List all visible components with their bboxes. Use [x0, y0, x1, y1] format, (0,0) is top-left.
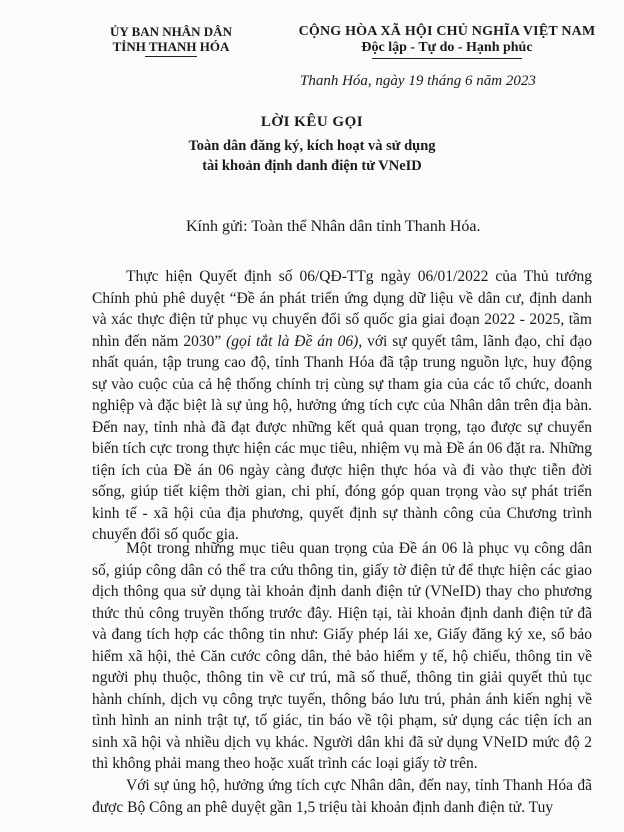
paragraph-3-text: Với sự ủng hộ, hưởng ứng tích cực Nhân dân, đến nay, tỉnh Thanh Hóa đã được Bộ Công an phê duyệt gần 1,5 triệu tài khoản định danh điện tử. Tuy [92, 777, 592, 816]
motto-underline [372, 58, 522, 59]
greeting: Kính gửi: Toàn thể Nhân dân tỉnh Thanh Hóa. [186, 218, 481, 235]
document-subtitle-1: Toàn dân đăng ký, kích hoạt và sử dụng [188, 138, 436, 154]
document-title: LỜI KÊU GỌI [260, 114, 364, 130]
document-date: Thanh Hóa, ngày 19 tháng 6 năm 2023 [300, 73, 536, 89]
paragraph-1-italic: (gọi tắt là Đề án 06) [221, 332, 359, 350]
country-name: CỘNG HÒA XÃ HỘI CHỦ NGHĨA VIỆT NAM [298, 24, 596, 39]
paragraph-2 [92, 538, 592, 775]
agency-line-2: TỈNH THANH HÓA [112, 39, 230, 54]
agency-line-1: ỦY BAN NHÂN DÂN [110, 24, 232, 39]
national-header [282, 24, 612, 59]
paragraph-1-part-a: Thực hiện Quyết định số 06/QĐ-TTg ngày 06/01/2022 của Thủ tướng Chính phủ phê duyệt “Đề án phát triển ứng dụng dữ liệu về dân cư, định danh và xác thực điện tử phục vụ chuyển đổi số quốc gia giai đoạn 2022 - 2025, tầm nhìn đến năm 2030” [92, 268, 592, 350]
paragraph-1 [92, 266, 592, 546]
paragraph-1-part-b: , với sự quyết tâm, lãnh đạo, chỉ đạo nhất quán, tập trung cao độ, tỉnh Thanh Hóa đã tập trung nguồn lực, huy động sự vào cuộc của cả hệ thống chính trị cùng sự tham gia của các tổ chức, doanh nghiệp và đặc biệt là sự ủng hộ, hưởng ứng tích cực của Nhân dân trên địa bàn. Đến nay, tỉnh nhà đã đạt được những kết quả quan trọng, tạo được sự chuyển biến tích cực trong thực hiện các mục tiêu, nhiệm vụ mà Đề án 06 đặt ra. Những tiện ích của Đề án 06 ngày càng được hiện thực hóa và đi vào thực tiễn đời sống, giúp tiết kiệm thời gian, chi phí, đóng góp quan trọng vào sự phát triển kinh tế - xã hội của địa phương, quyết định sự thành công của Chương trình chuyển đổi số quốc gia. [92, 332, 592, 543]
paragraph-3 [92, 775, 592, 818]
agency-underline [145, 56, 197, 57]
document-subtitle-2: tài khoản định danh điện tử VNeID [202, 158, 422, 174]
national-motto: Độc lập - Tự do - Hạnh phúc [361, 40, 533, 55]
paragraph-2-text: Một trong những mục tiêu quan trọng của Đề án 06 là phục vụ công dân số, giúp công dân có thể tra cứu thông tin, giấy tờ điện tử để thực hiện các giao dịch thông qua sử dụng tài khoản định danh điện tử (VNeID) thay cho phương thức thủ công truyền thống trước đây. Hiện tại, tài khoản định danh điện tử đã và đang tích hợp các thông tin như: Giấy phép lái xe, Giấy đăng ký xe, sổ bảo hiểm xã hội, thẻ Căn cước công dân, thẻ bảo hiểm y tế, hộ chiếu, thông tin về người phụ thuộc, thông tin về cư trú, mã số thuế, thông tin giải quyết thủ tục hành chính, dịch vụ công trực tuyến, thông báo lưu trú, phản ánh kiến nghị về tình hình an ninh trật tự, tố giác, tin báo về tội phạm, sử dụng các tiện ích an sinh xã hội và nhiều dịch vụ khác. Người dân khi đã sử dụng VNeID mức độ 2 thì không phải mang theo hoặc xuất trình các loại giấy tờ trên. [92, 540, 592, 772]
agency-header [96, 24, 246, 57]
